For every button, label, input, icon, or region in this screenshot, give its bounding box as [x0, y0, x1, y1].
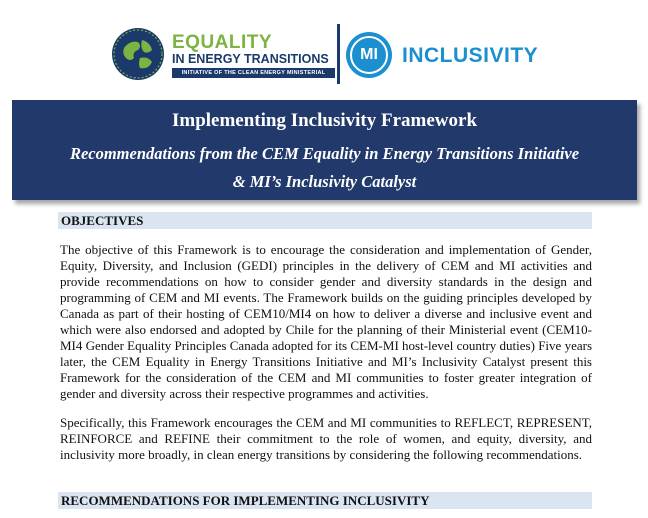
- globe-icon: [110, 26, 166, 82]
- page-subtitle-line2: & MI’s Inclusivity Catalyst: [232, 172, 417, 191]
- recommendations-heading: RECOMMENDATIONS FOR IMPLEMENTING INCLUSIVITY: [58, 492, 592, 509]
- objectives-heading: OBJECTIVES: [58, 212, 592, 229]
- equality-logo-subtitle: IN ENERGY TRANSITIONS: [172, 52, 329, 66]
- mi-logo-text: MI: [350, 36, 388, 74]
- logo-divider: [337, 24, 340, 84]
- mi-logo-badge: [346, 32, 392, 78]
- inclusivity-logo-word: INCLUSIVITY: [402, 44, 539, 67]
- equality-logo-tagline: INITIATIVE OF THE CLEAN ENERGY MINISTERIAL: [172, 68, 335, 78]
- objectives-paragraph-2: Specifically, this Framework encourages the CEM and MI communities to REFLECT, REPRESENT, REINFORCE and REFINE their commitment to the role of women, and equity, diversity, and inclusivity more broadly, in clean energy transitions by considering the following recommendations.: [60, 415, 592, 462]
- equality-logo-title: EQUALITY: [172, 32, 273, 53]
- page-subtitle-line1: Recommendations from the CEM Equality in Energy Transitions Initiative: [69, 144, 580, 163]
- header-logos: [0, 18, 648, 90]
- page-title: Implementing Inclusivity Framework: [171, 110, 478, 131]
- objectives-paragraph-1: The objective of this Framework is to encourage the consideration and implementation of Gender, Equity, Diversity, and Inclusion (GEDI) principles in the delivery of CEM and MI activities and provide recommendations on how to consider gender and diversity standards in the design and programming of CEM and MI events. The Framework builds on the guiding principles developed by Canada as part of their hosting of CEM10/MI4 on how to deliver a diverse and inclusive event and which were also endorsed and adopted by Chile for the planning of their Ministerial event (CEM10-MI4 Gender Equality Principles Canada adopted for its CEM-MI host-level country duties) Five years later, the CEM Equality in Energy Transitions Initiative and MI’s Inclusivity Catalyst present this Framework for the consideration of the CEM and MI communities to foster greater integration of gender and diversity across their respective programmes and activities.: [60, 242, 592, 401]
- title-banner: [12, 100, 637, 200]
